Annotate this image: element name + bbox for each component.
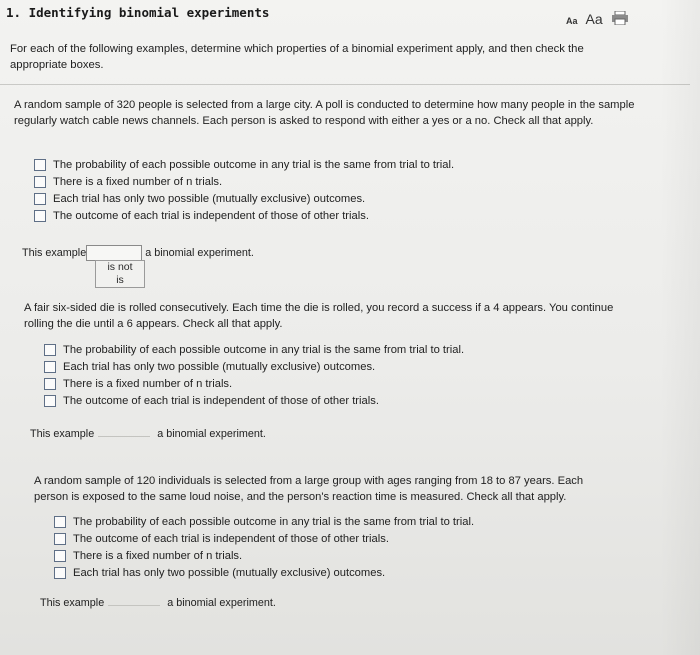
- page-shadow: [660, 0, 700, 655]
- answer-dropdown[interactable]: [98, 425, 150, 437]
- answer-prefix: This example: [22, 246, 87, 259]
- problem-3-text: A random sample of 120 individuals is selected from a large group with ages ranging from 18 to 87 years. Each person is exposed to the same loud noise, and the person's reaction time is measured. Check all that apply.: [34, 475, 584, 503]
- option-row[interactable]: [34, 173, 454, 190]
- option-row[interactable]: [54, 564, 474, 581]
- option-label: The probability of each possible outcome in any trial is the same from trial to trial.: [73, 515, 475, 528]
- toolbar: [566, 10, 629, 27]
- checkbox[interactable]: [44, 378, 56, 390]
- problem-3-options: [54, 513, 474, 581]
- option-row[interactable]: [34, 190, 454, 207]
- option-row[interactable]: [44, 375, 464, 392]
- option-row[interactable]: [44, 392, 464, 409]
- option-row[interactable]: [34, 156, 454, 173]
- font-decrease-button[interactable]: Aa: [566, 16, 578, 26]
- answer-suffix: a binomial experiment.: [167, 597, 276, 609]
- answer-dropdown-menu: [95, 260, 145, 288]
- problem-1-text: A random sample of 320 people is selected from a large city. A poll is conducted to determine how many people in the sample regularly watch cable news channels. Each person is asked to respond with either a yes or a no. Check all that apply.: [14, 99, 635, 127]
- checkbox[interactable]: [54, 550, 66, 562]
- option-row[interactable]: [54, 547, 474, 564]
- option-label: There is a fixed number of n trials.: [63, 377, 233, 390]
- checkbox[interactable]: [54, 567, 66, 579]
- option-label: The outcome of each trial is independent of those of other trials.: [53, 209, 369, 222]
- option-label: Each trial has only two possible (mutually exclusive) outcomes.: [63, 360, 376, 373]
- dropdown-option-is[interactable]: is: [116, 274, 124, 286]
- option-label: The outcome of each trial is independent of those of other trials.: [63, 394, 379, 407]
- problem-2-options: [44, 341, 464, 409]
- question-title: 1. Identifying binomial experiments: [6, 5, 270, 20]
- option-label: Each trial has only two possible (mutually exclusive) outcomes.: [53, 192, 366, 205]
- problem-1-options: [34, 156, 454, 224]
- checkbox[interactable]: [44, 344, 56, 356]
- answer-prefix: This example: [30, 428, 95, 440]
- checkbox[interactable]: [44, 361, 56, 373]
- problem-2-text: A fair six-sided die is rolled consecutively. Each time the die is rolled, you record a success if a 4 appears. You continue rolling the die until a 6 appears. Check all that apply.: [24, 302, 614, 330]
- option-row[interactable]: [34, 207, 454, 224]
- option-label: The probability of each possible outcome in any trial is the same from trial to trial.: [63, 343, 465, 356]
- option-label: Each trial has only two possible (mutually exclusive) outcomes.: [73, 566, 386, 579]
- option-label: The probability of each possible outcome in any trial is the same from trial to trial.: [53, 158, 455, 171]
- option-row[interactable]: [54, 530, 474, 547]
- option-row[interactable]: [44, 358, 464, 375]
- option-label: There is a fixed number of n trials.: [53, 175, 223, 188]
- checkbox[interactable]: [34, 159, 46, 171]
- checkbox[interactable]: [34, 210, 46, 222]
- checkbox[interactable]: [44, 395, 56, 407]
- checkbox[interactable]: [34, 176, 46, 188]
- printer-icon[interactable]: [611, 11, 629, 25]
- checkbox[interactable]: [54, 516, 66, 528]
- answer-suffix: a binomial experiment.: [145, 246, 254, 259]
- option-label: There is a fixed number of n trials.: [73, 549, 243, 562]
- option-label: The outcome of each trial is independent of those of other trials.: [73, 532, 389, 545]
- problem-3-answer: [40, 594, 276, 609]
- problem-1-answer: [22, 245, 254, 261]
- answer-dropdown[interactable]: [86, 245, 142, 261]
- problem-2-answer: [30, 425, 266, 440]
- checkbox[interactable]: [34, 193, 46, 205]
- option-row[interactable]: [44, 341, 464, 358]
- answer-dropdown[interactable]: [108, 594, 160, 606]
- font-increase-button[interactable]: Aa: [585, 11, 603, 27]
- option-row[interactable]: [54, 513, 474, 530]
- instructions: For each of the following examples, determine which properties of a binomial experiment apply, and then check the appropriate boxes.: [10, 43, 584, 71]
- divider: [0, 84, 690, 85]
- checkbox[interactable]: [54, 533, 66, 545]
- dropdown-option-is-not[interactable]: is not: [107, 261, 133, 273]
- answer-prefix: This example: [40, 597, 105, 609]
- answer-suffix: a binomial experiment.: [157, 428, 266, 440]
